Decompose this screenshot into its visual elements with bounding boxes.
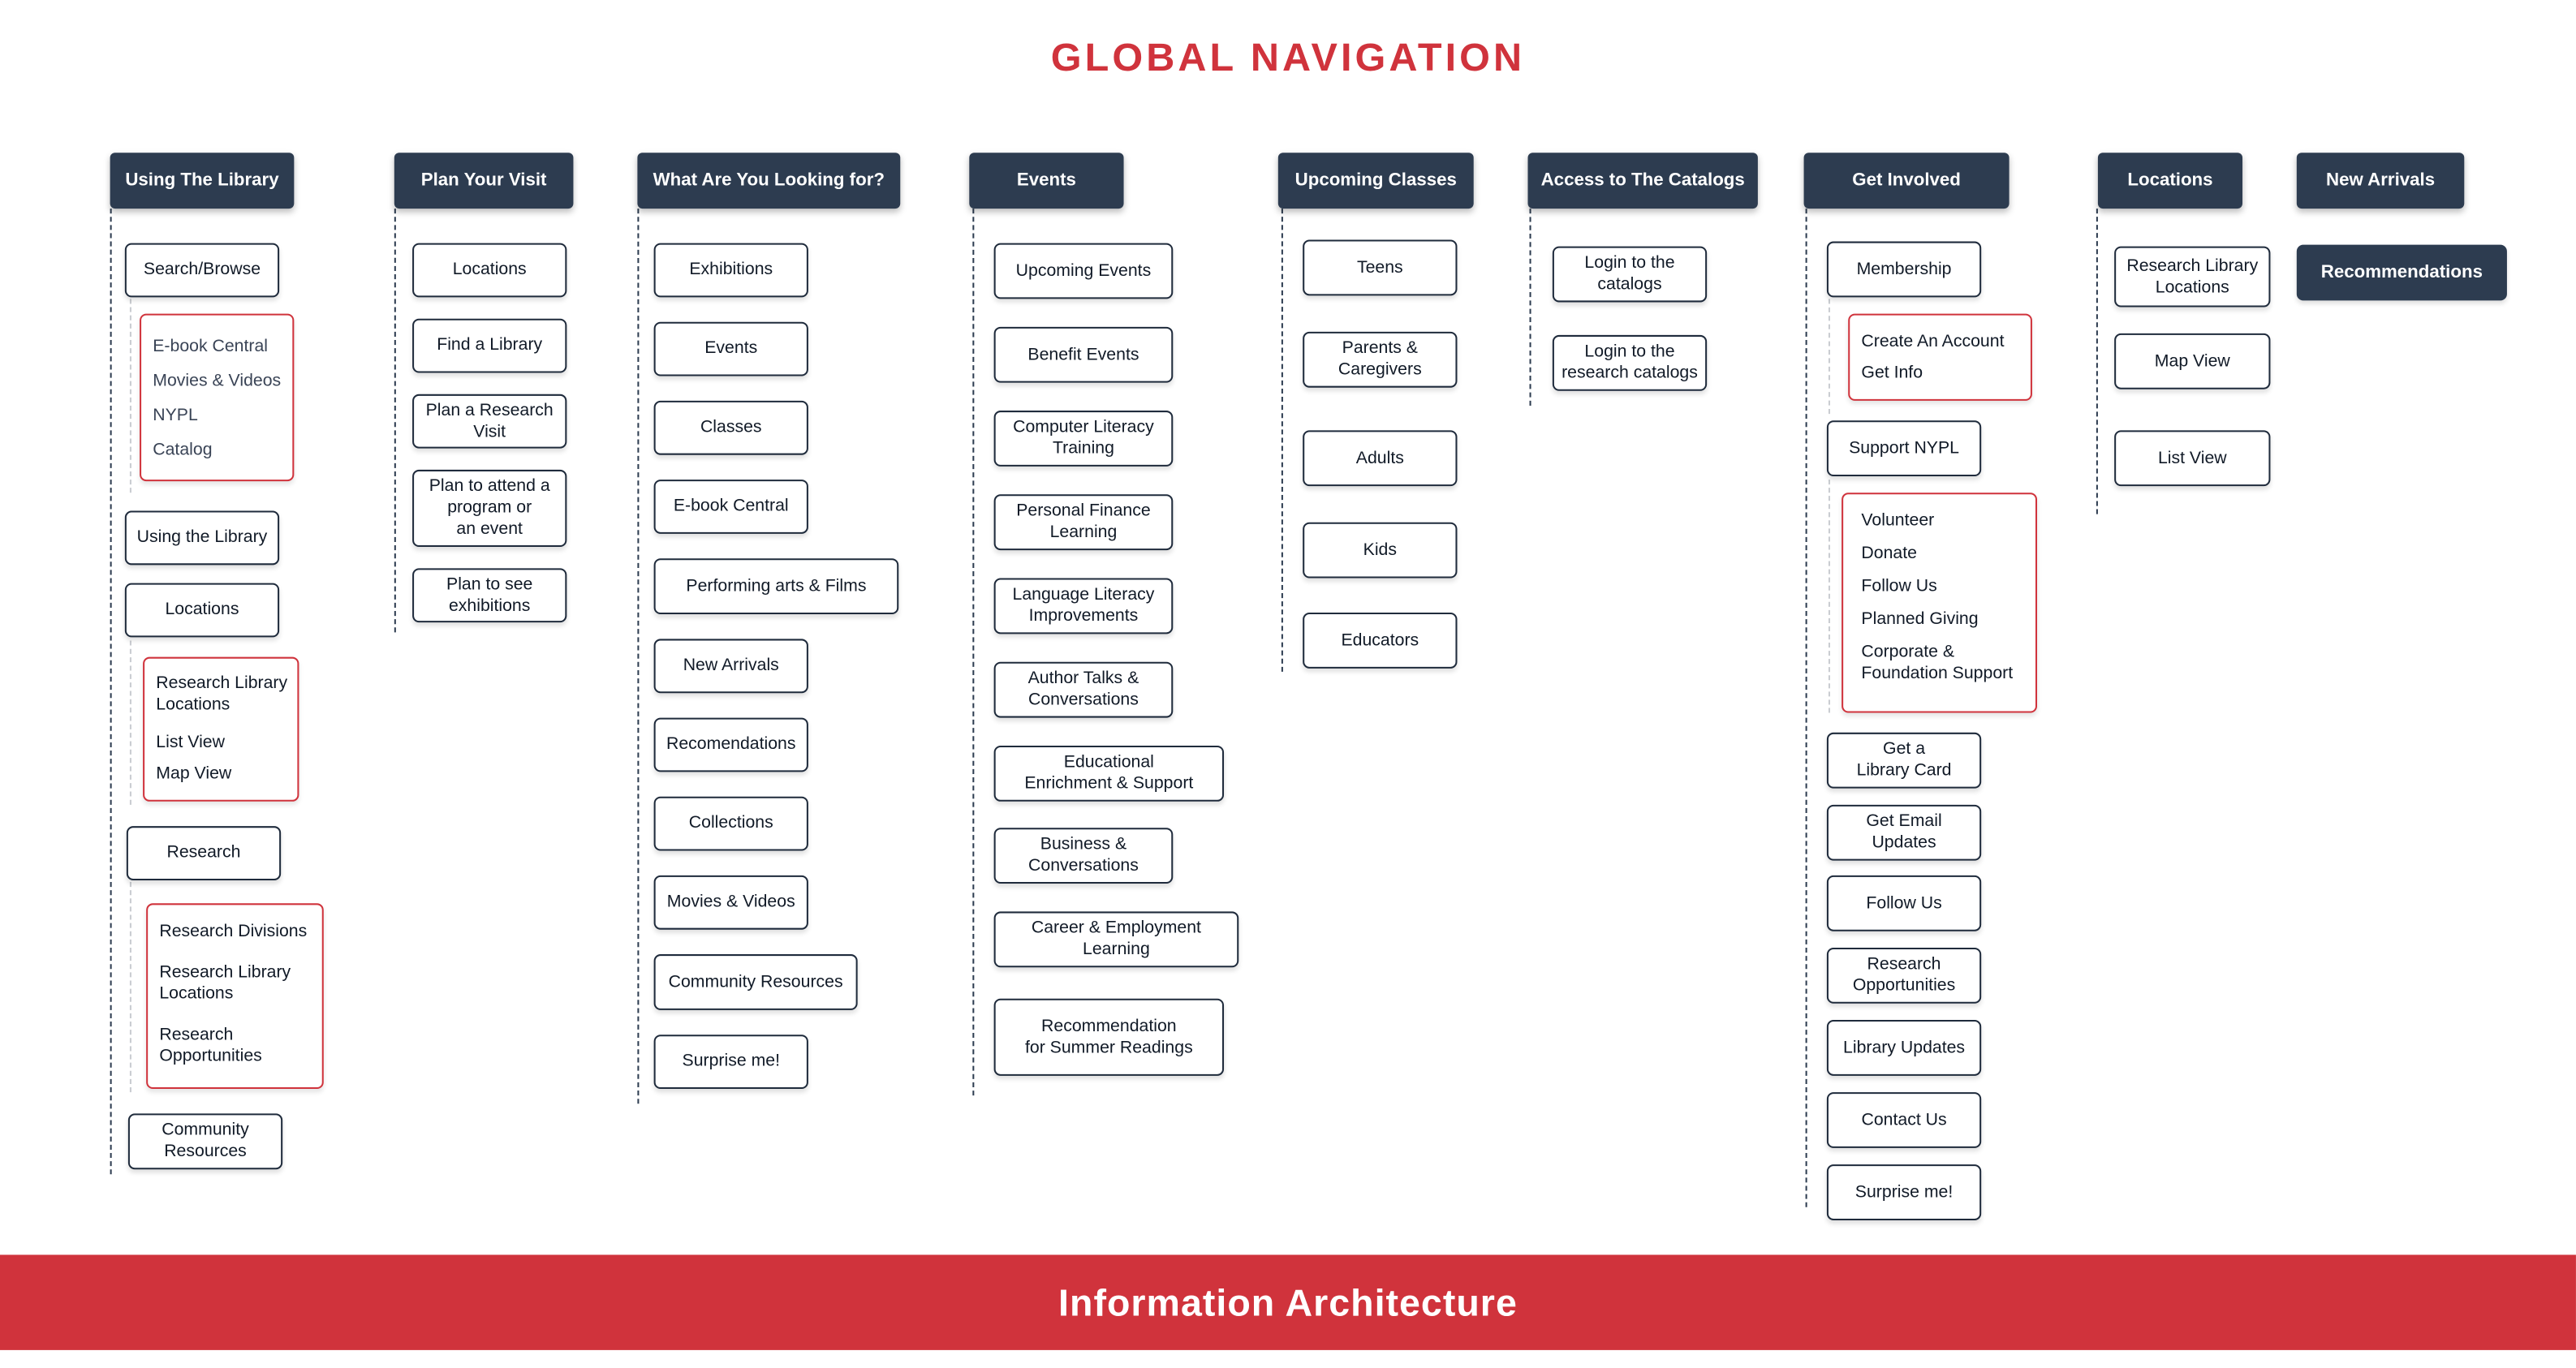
node-educators[interactable]: Educators: [1303, 613, 1457, 669]
column-connector: [637, 209, 639, 1103]
node-map-view[interactable]: Map View: [2114, 333, 2270, 389]
column-connector: [2096, 209, 2098, 514]
node-library-updates[interactable]: Library Updates: [1827, 1020, 1981, 1076]
node-summer-readings[interactable]: Recommendation for Summer Readings: [994, 999, 1224, 1076]
node-movies-videos[interactable]: Movies & Videos: [654, 875, 808, 930]
node-kids[interactable]: Kids: [1303, 523, 1457, 579]
node-adults[interactable]: Adults: [1303, 430, 1457, 486]
group-item[interactable]: Planned Giving: [1861, 609, 1979, 630]
node-get-email-updates[interactable]: Get Email Updates: [1827, 805, 1981, 861]
group-item[interactable]: Volunteer: [1861, 510, 1935, 531]
footer-banner: Information Architecture: [0, 1254, 2576, 1349]
node-teens[interactable]: Teens: [1303, 240, 1457, 296]
node-recomendations[interactable]: Recomendations: [654, 718, 808, 772]
nav-header-plan-your-visit[interactable]: Plan Your Visit: [394, 153, 574, 209]
node-business-conversations[interactable]: Business & Conversations: [994, 828, 1174, 884]
group-connector: [130, 882, 131, 1092]
group-item[interactable]: NYPL: [153, 405, 198, 426]
group-item[interactable]: Donate: [1861, 544, 1917, 564]
group-item[interactable]: Research Divisions: [159, 921, 308, 941]
group-item[interactable]: Research Library Locations: [159, 962, 291, 1004]
node-recommendations[interactable]: Recommendations: [2297, 245, 2507, 301]
node-personal-finance[interactable]: Personal Finance Learning: [994, 494, 1174, 550]
group-locations: [143, 657, 299, 802]
group-item[interactable]: E-book Central: [153, 336, 269, 357]
node-benefit-events[interactable]: Benefit Events: [994, 327, 1174, 383]
group-item[interactable]: Research Library Locations: [156, 673, 288, 715]
nav-header-events[interactable]: Events: [969, 153, 1123, 209]
node-performing-arts-films[interactable]: Performing arts & Films: [654, 558, 899, 614]
nav-header-what-are-you-looking-for[interactable]: What Are You Looking for?: [637, 153, 900, 209]
group-item[interactable]: Corporate & Foundation Support: [1861, 642, 2014, 684]
group-item[interactable]: Map View: [156, 764, 232, 784]
node-using-the-library[interactable]: Using the Library: [125, 511, 279, 566]
node-contact-us[interactable]: Contact Us: [1827, 1092, 1981, 1148]
node-find-a-library[interactable]: Find a Library: [412, 319, 566, 373]
node-community-resources[interactable]: Community Resources: [128, 1113, 282, 1169]
column-connector: [394, 209, 396, 632]
node-plan-see-exhibitions[interactable]: Plan to see exhibitions: [412, 568, 566, 622]
node-educational-enrichment[interactable]: Educational Enrichment & Support: [994, 746, 1224, 802]
node-research-opportunities[interactable]: Research Opportunities: [1827, 948, 1981, 1004]
node-classes[interactable]: Classes: [654, 401, 808, 455]
column-connector: [110, 209, 112, 1174]
page-title: GLOBAL NAVIGATION: [1050, 36, 1526, 81]
column-connector: [1806, 209, 1807, 1207]
group-connector: [130, 299, 131, 493]
node-ebook-central[interactable]: E-book Central: [654, 480, 808, 534]
node-plan-locations[interactable]: Locations: [412, 243, 566, 298]
node-surprise-me[interactable]: Surprise me!: [654, 1035, 808, 1089]
node-plan-research-visit[interactable]: Plan a Research Visit: [412, 394, 566, 449]
node-upcoming-events[interactable]: Upcoming Events: [994, 243, 1174, 299]
node-new-arrivals[interactable]: New Arrivals: [654, 639, 808, 693]
node-language-literacy[interactable]: Language Literacy Improvements: [994, 579, 1174, 635]
column-connector: [1282, 209, 1283, 672]
node-login-catalogs[interactable]: Login to the catalogs: [1553, 247, 1707, 303]
node-surprise-me-2[interactable]: Surprise me!: [1827, 1164, 1981, 1220]
group-item[interactable]: List View: [156, 732, 225, 753]
column-connector: [1530, 209, 1531, 406]
node-locations[interactable]: Locations: [125, 583, 279, 638]
group-support: [1842, 493, 2037, 712]
node-membership[interactable]: Membership: [1827, 242, 1981, 298]
node-get-library-card[interactable]: Get a Library Card: [1827, 733, 1981, 789]
node-follow-us[interactable]: Follow Us: [1827, 875, 1981, 931]
node-events[interactable]: Events: [654, 322, 808, 376]
node-login-research-catalogs[interactable]: Login to the research catalogs: [1553, 335, 1707, 391]
node-plan-attend-program[interactable]: Plan to attend a program or an event: [412, 470, 566, 547]
column-connector: [972, 209, 974, 1095]
group-connector: [1829, 480, 1830, 712]
nav-header-access-catalogs[interactable]: Access to The Catalogs: [1528, 153, 1758, 209]
group-item[interactable]: Movies & Videos: [153, 371, 282, 391]
node-career-employment[interactable]: Career & Employment Learning: [994, 911, 1239, 967]
node-collections[interactable]: Collections: [654, 797, 808, 851]
node-search-browse[interactable]: Search/Browse: [125, 243, 279, 298]
node-parents-caregivers[interactable]: Parents & Caregivers: [1303, 332, 1457, 388]
nav-header-using-the-library[interactable]: Using The Library: [110, 153, 295, 209]
node-research[interactable]: Research: [127, 826, 281, 880]
node-author-talks[interactable]: Author Talks & Conversations: [994, 662, 1174, 718]
group-item[interactable]: Follow Us: [1861, 576, 1937, 596]
nav-header-locations[interactable]: Locations: [2098, 153, 2242, 209]
group-item[interactable]: Catalog: [153, 440, 213, 460]
group-connector: [130, 640, 131, 804]
group-research: [146, 903, 324, 1089]
nav-header-new-arrivals[interactable]: New Arrivals: [2297, 153, 2464, 209]
node-list-view[interactable]: List View: [2114, 430, 2270, 486]
node-computer-literacy[interactable]: Computer Literacy Training: [994, 411, 1174, 467]
nav-header-upcoming-classes[interactable]: Upcoming Classes: [1278, 153, 1474, 209]
group-item[interactable]: Research Opportunities: [159, 1025, 262, 1066]
node-exhibitions[interactable]: Exhibitions: [654, 243, 808, 298]
node-support-nypl[interactable]: Support NYPL: [1827, 420, 1981, 476]
group-membership: [1848, 314, 2032, 401]
node-research-library-locations[interactable]: Research Library Locations: [2114, 247, 2270, 308]
group-item[interactable]: Create An Account: [1861, 331, 2005, 352]
group-search-browse: [140, 314, 294, 481]
group-item[interactable]: Get Info: [1861, 363, 1923, 383]
node-community-resources-2[interactable]: Community Resources: [654, 954, 858, 1010]
group-connector: [1829, 299, 1830, 414]
nav-header-get-involved[interactable]: Get Involved: [1804, 153, 2010, 209]
